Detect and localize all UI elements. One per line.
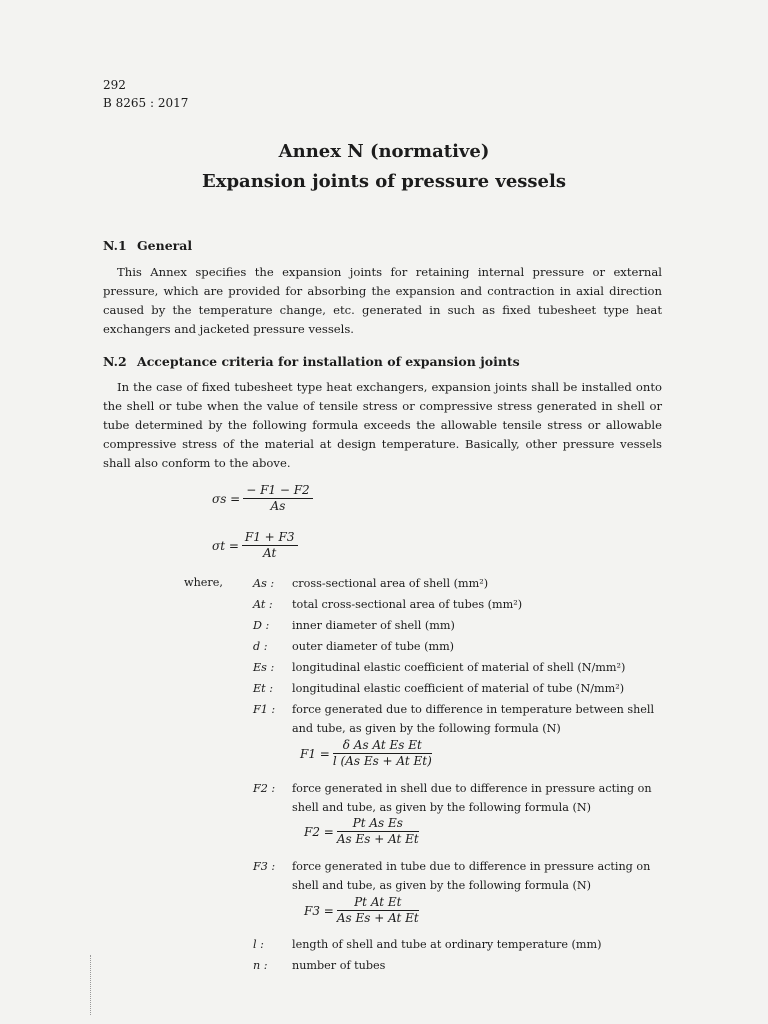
definition-symbol: F2 : [253, 782, 276, 795]
section-heading-n1 [103, 238, 192, 253]
definition-as [253, 574, 668, 593]
definition-text: number of tubes [292, 959, 386, 972]
section-n1-text: This Annex specifies the expansion joints for retaining internal pressure or external pressure, which are provided for absorbing the expansion and contraction in axial direction caused by the temperature change, etc. generated in such as fixed tubesheet type heat exchangers and jacketed pressure vessels. [103, 265, 662, 336]
section-number: N.1 [103, 238, 127, 253]
definition-text: total cross-sectional area of tubes (mm²) [292, 598, 523, 611]
definition-symbol: n : [253, 959, 268, 972]
definition-at [253, 595, 668, 614]
section-number: N.2 [103, 354, 127, 369]
definition-text: force generated in shell due to difference in pressure acting on shell and tube, as given by the following formula (N) [292, 782, 652, 814]
equation-numerator: δ As At Es Et [333, 738, 432, 754]
definition-et [253, 679, 668, 698]
definition-symbol: D : [253, 619, 270, 632]
section-n2-text: In the case of fixed tubesheet type heat exchangers, expansion joints shall be installed onto the shell or tube when the value of tensile stress or compressive stress generated in shell or tube determined by the following formula exceeds the allowable tensile stress or allowable compressive stress of the material at design temperature. Basically, other pressure vessels shall also conform to the above. [103, 380, 662, 470]
definition-f2 [253, 779, 668, 817]
annex-subtitle: Expansion joints of pressure vessels [202, 171, 566, 192]
definition-l [253, 935, 668, 954]
definition-n [253, 956, 668, 975]
definition-text: force generated in tube due to difference in pressure acting on shell and tube, as given by the following formula (N) [292, 860, 651, 892]
definition-symbol: As : [253, 577, 275, 590]
definition-text: cross-sectional area of shell (mm²) [292, 577, 489, 590]
definition-text: inner diameter of shell (mm) [292, 619, 455, 632]
definition-symbol: F3 : [253, 860, 276, 873]
definition-symbol: At : [253, 598, 273, 611]
equation-numerator: Pt As Es [337, 816, 419, 832]
definition-symbol: d : [253, 640, 268, 653]
definition-text: longitudinal elastic coefficient of material of shell (N/mm²) [292, 661, 626, 674]
annex-title: Annex N (normative) [278, 141, 490, 162]
definition-text: longitudinal elastic coefficient of material of tube (N/mm²) [292, 682, 625, 695]
section-title: Acceptance criteria for installation of expansion joints [137, 354, 520, 369]
section-title: General [137, 238, 193, 253]
definition-symbol: Es : [253, 661, 275, 674]
page-number: 292 [103, 78, 126, 92]
equation-lhs: σs = [212, 491, 241, 506]
equation-sigma-t [212, 530, 298, 561]
equation-lhs: σt = [212, 538, 239, 553]
definition-f3 [253, 857, 668, 895]
definition-symbol: F1 : [253, 703, 276, 716]
definition-es [253, 658, 668, 677]
equation-denominator: As [270, 499, 286, 513]
equation-f2 [304, 816, 419, 847]
equation-lhs: F2 = [304, 824, 334, 839]
equation-denominator: As Es + At Et [336, 911, 419, 925]
standard-number: B 8265 : 2017 [103, 96, 189, 110]
definition-f1 [253, 700, 668, 738]
definition-d-outer [253, 637, 668, 656]
equation-lhs: F3 = [304, 903, 334, 918]
equation-lhs: F1 = [300, 746, 330, 761]
equation-denominator: At [263, 546, 277, 560]
equation-numerator: − F1 − F2 [243, 483, 312, 499]
equation-denominator: As Es + At Et [336, 832, 419, 846]
definition-text: length of shell and tube at ordinary temperature (mm) [292, 938, 602, 951]
definition-d-inner [253, 616, 668, 635]
definition-symbol: Et : [253, 682, 273, 695]
definition-text: outer diameter of tube (mm) [292, 640, 455, 653]
equation-f1 [300, 738, 432, 769]
section-heading-n2 [103, 354, 520, 369]
where-label: where, [184, 576, 223, 589]
equation-sigma-s [212, 483, 313, 514]
equation-numerator: F1 + F3 [242, 530, 298, 546]
equation-numerator: Pt At Et [337, 895, 419, 911]
definition-symbol: l : [253, 938, 264, 951]
equation-denominator: l (As Es + At Et) [332, 754, 432, 768]
definition-text: force generated due to difference in temperature between shell and tube, as given by the following formula (N) [292, 703, 655, 735]
equation-f3 [304, 895, 419, 926]
scan-margin-mark [90, 955, 92, 1015]
